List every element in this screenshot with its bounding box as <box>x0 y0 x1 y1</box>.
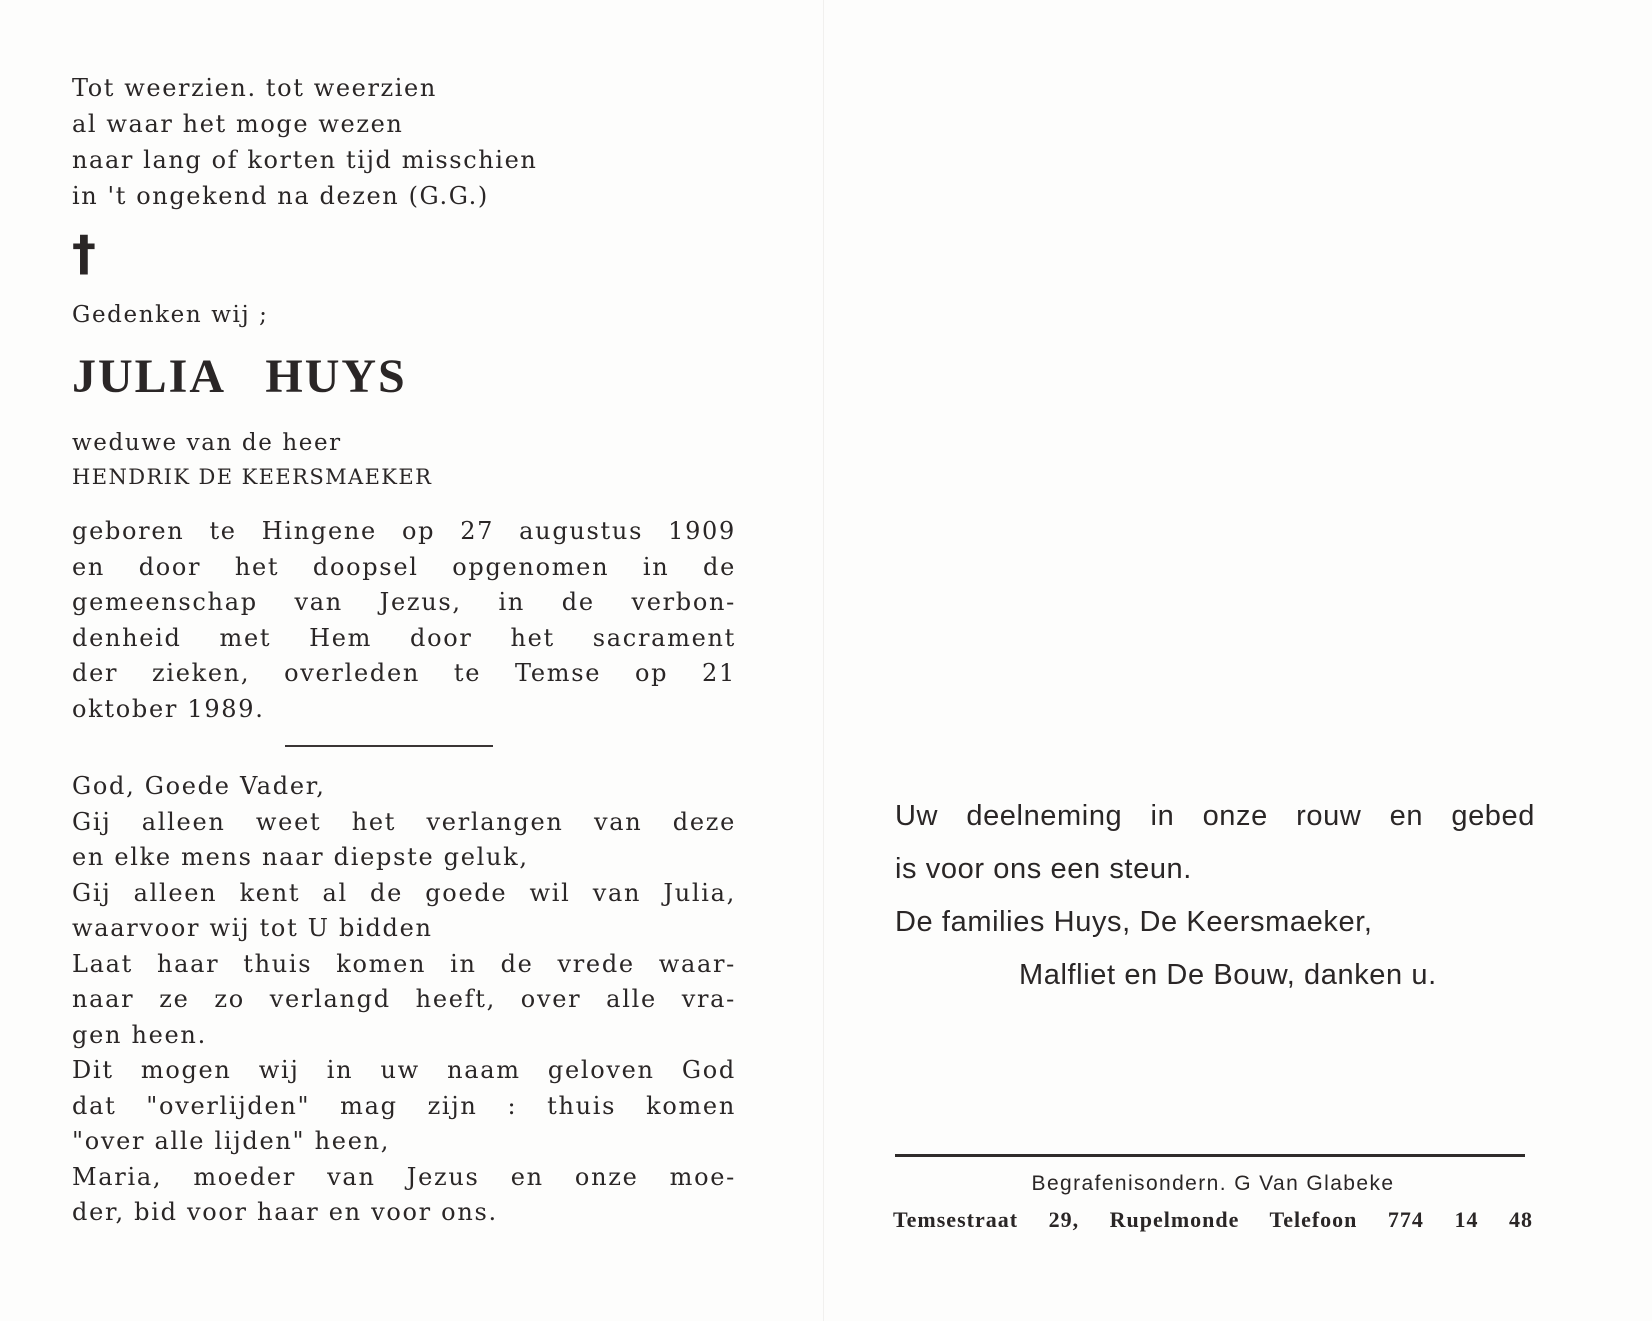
deceased-name: JULIA HUYS <box>72 350 407 403</box>
poem-line: al waar het moge wezen <box>72 110 404 138</box>
remember-heading: Gedenken wij ; <box>72 302 269 328</box>
bio-line: gemeenschap van Jezus, in de verbon- <box>72 588 736 616</box>
prayer-line: God, Goede Vader, <box>72 772 326 800</box>
bio-line: oktober 1989. <box>72 694 265 723</box>
prayer-line: en elke mens naar diepste geluk, <box>72 843 529 871</box>
poem-line: Tot weerzien. tot weerzien <box>72 74 437 102</box>
prayer-line: der, bid voor haar en voor ons. <box>72 1198 498 1226</box>
card-fold-line <box>823 0 824 1321</box>
prayer <box>72 769 736 1231</box>
prayer-line: Maria, moeder van Jezus en onze moe- <box>72 1162 736 1191</box>
prayer-line: dat "overlijden" mag zijn : thuis komen <box>72 1091 736 1120</box>
bio-line: denheid met Hem door het sacrament <box>72 623 736 652</box>
thanks-line: Uw deelneming in onze rouw en gebed <box>895 800 1535 832</box>
bio-line: geboren te Hingene op 27 augustus 1909 <box>72 517 736 545</box>
prayer-line: Gij alleen kent al de goede wil van Julia, <box>72 878 736 907</box>
poem-line: in 't ongekend na dezen (G.G.) <box>72 182 489 210</box>
bio-line: der zieken, overleden te Temse op 21 <box>72 659 736 687</box>
thanks-line: is voor ons een steun. <box>895 853 1192 885</box>
widow-line: weduwe van de heer <box>72 430 342 456</box>
undertaker-divider <box>895 1154 1525 1157</box>
undertaker-info <box>893 1166 1533 1238</box>
bio-line: en door het doopsel opgenomen in de <box>72 552 736 581</box>
widow-info <box>72 426 752 494</box>
undertaker-address: Temsestraat 29, Rupelmonde Telefoon 774 14 48 <box>893 1207 1533 1232</box>
prayer-line: waarvoor wij tot U bidden <box>72 914 433 942</box>
left-panel <box>72 70 752 1231</box>
prayer-line: "over alle lijden" heen, <box>72 1127 391 1155</box>
prayer-line: Dit mogen wij in uw naam geloven God <box>72 1056 736 1084</box>
poem-line: naar lang of korten tijd misschien <box>72 146 538 174</box>
prayer-line: naar ze zo verlangd heeft, over alle vra- <box>72 985 736 1013</box>
prayer-line: Gij alleen weet het verlangen van deze <box>72 807 736 836</box>
thanks-line: Malfliet en De Bouw, danken u. <box>1019 959 1437 991</box>
thanks-message <box>895 790 1535 1002</box>
husband-name: HENDRIK DE KEERSMAEKER <box>72 465 433 489</box>
undertaker-name: Begrafenisondern. G Van Glabeke <box>1031 1172 1395 1195</box>
prayer-line: gen heen. <box>72 1020 207 1049</box>
section-divider <box>285 745 493 747</box>
prayer-line: Laat haar thuis komen in de vrede waar- <box>72 949 736 978</box>
thanks-line: De families Huys, De Keersmaeker, <box>895 906 1373 938</box>
cross-icon: † <box>72 226 96 282</box>
biography <box>72 514 736 727</box>
opening-poem <box>72 70 752 214</box>
